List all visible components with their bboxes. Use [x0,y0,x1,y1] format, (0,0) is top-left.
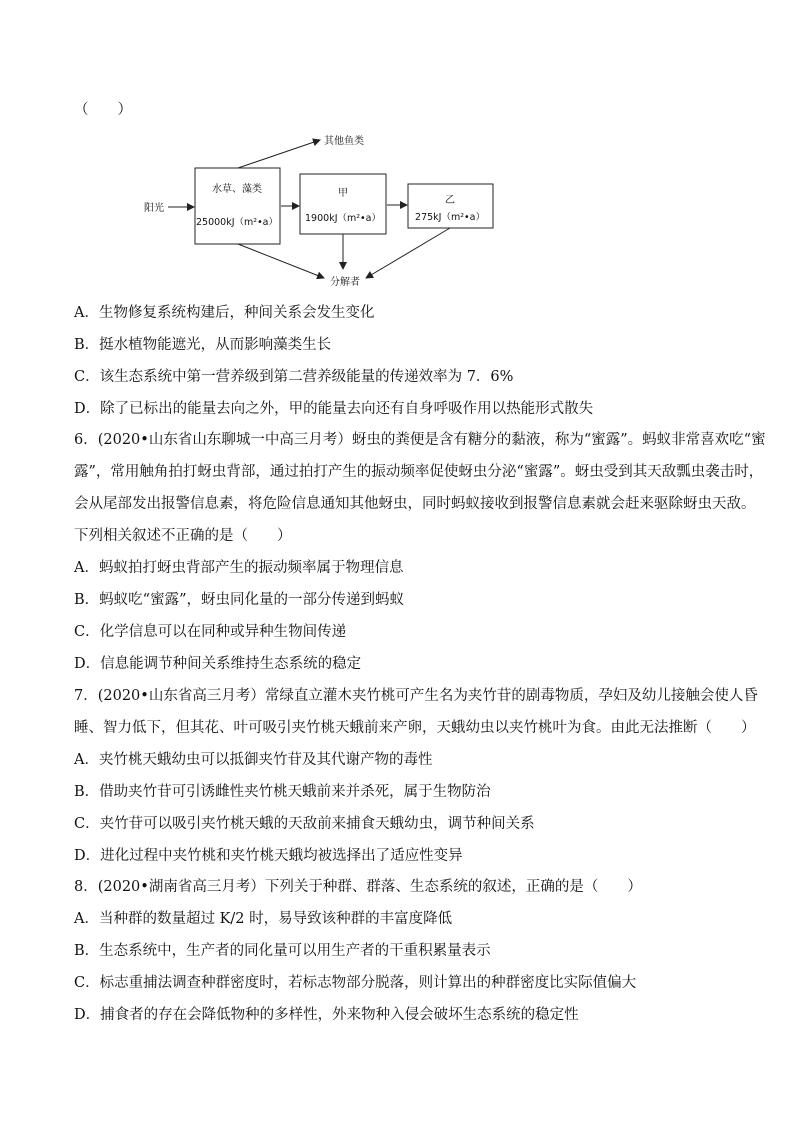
q6-stem-line: 6．(2020•山东省山东聊城一中高三月考）蚜虫的粪便是含有糖分的黏液，称为“蜜露”。蚂蚁非常喜欢吃“蜜 [74,432,766,448]
question-5-answer-blank: （ ） [74,102,132,118]
q7-option-c: C．夹竹苷可以吸引夹竹桃天蛾的天敌前来捕食天蛾幼虫，调节种间关系 [74,816,535,832]
q6-option-c: C．化学信息可以在同种或异种生物间传递 [74,624,347,640]
q8-option-c: C．标志重捕法调查种群密度时，若标志物部分脱落，则计算出的种群密度比实际值偏大 [74,975,637,991]
energy-flow-svg [140,128,500,288]
q7-stem-line: 7．(2020•山东省高三月考）常绿直立灌木夹竹桃可产生名为夹竹苷的剧毒物质，孕妇及幼儿接触会使人昏 [74,688,758,704]
q8-option-b: B．生态系统中，生产者的同化量可以用生产者的干重积累量表示 [74,943,491,959]
q5-option-c: C．该生态系统中第一营养级到第二营养级能量的传递效率为 7．6% [74,369,514,385]
energy-flow-diagram [140,128,500,292]
q6-stem-line: 露”，常用触角拍打蚜虫背部，通过拍打产生的振动频率促使蚜虫分泌“蜜露”。蚜虫受到其天敌瓢虫袭击时， [74,464,764,480]
decomposer-label: 分解者 [330,277,360,288]
q7-stem-line: 睡、智力低下，但其花、叶可吸引夹竹桃天蛾前来产卵，天蛾幼虫以夹竹桃叶为食。由此无法推断（ ） [74,720,756,736]
producer-to-other-fish-arrow [238,140,320,168]
q8-stem-line: 8．(2020•湖南省高三月考）下列关于种群、群落、生态系统的叙述，正确的是（ ） [74,879,642,895]
jia-energy: 1900kJ（m²•a） [305,213,381,224]
producer-box [195,168,280,244]
q5-option-d: D．除了已标出的能量去向之外，甲的能量去向还有自身呼吸作用以热能形式散失 [74,401,594,417]
jia-box [300,174,386,234]
q6-stem-line: 下列相关叙述不正确的是（ ） [74,528,292,544]
q8-option-d: D．捕食者的存在会降低物种的多样性，外来物种入侵会破坏生态系统的稳定性 [74,1007,579,1023]
q5-option-a: A．生物修复系统构建后，种间关系会发生变化 [74,305,375,321]
other-fish-label: 其他鱼类 [324,136,364,147]
q6-stem-line: 会从尾部发出报警信息素，将危险信息通知其他蚜虫，同时蚂蚁接收到报警信息素就会赶来驱除蚜虫天敌。 [74,496,756,512]
q6-option-b: B．蚂蚁吃“蜜露”，蚜虫同化量的一部分传递到蚂蚁 [74,592,404,608]
q6-option-a: A．蚂蚁拍打蚜虫背部产生的振动频率属于物理信息 [74,560,404,576]
q8-option-a: A．当种群的数量超过 K/2 时，易导致该种群的丰富度降低 [74,911,453,927]
producer-to-decomposer-arrow [238,244,324,278]
sun-label: 阳光 [144,203,164,214]
q7-option-d: D．进化过程中夹竹桃和夹竹桃天蛾均被选择出了适应性变异 [74,848,463,864]
yi-energy: 275kJ（m²•a） [415,212,485,223]
producer-energy: 25000kJ（m²•a） [195,217,279,228]
producer-name: 水草、藻类 [212,184,262,195]
q5-option-b: B．挺水植物能遮光，从而影响藻类生长 [74,337,332,353]
q7-option-a: A．夹竹桃天蛾幼虫可以抵御夹竹苷及其代谢产物的毒性 [74,752,433,768]
jia-name: 甲 [338,188,348,199]
yi-name: 乙 [445,195,455,206]
q7-option-b: B．借助夹竹苷可引诱雌性夹竹桃天蛾前来并杀死，属于生物防治 [74,784,491,800]
yi-to-decomposer-arrow [366,228,450,278]
q6-option-d: D．信息能调节种间关系维持生态系统的稳定 [74,656,362,672]
